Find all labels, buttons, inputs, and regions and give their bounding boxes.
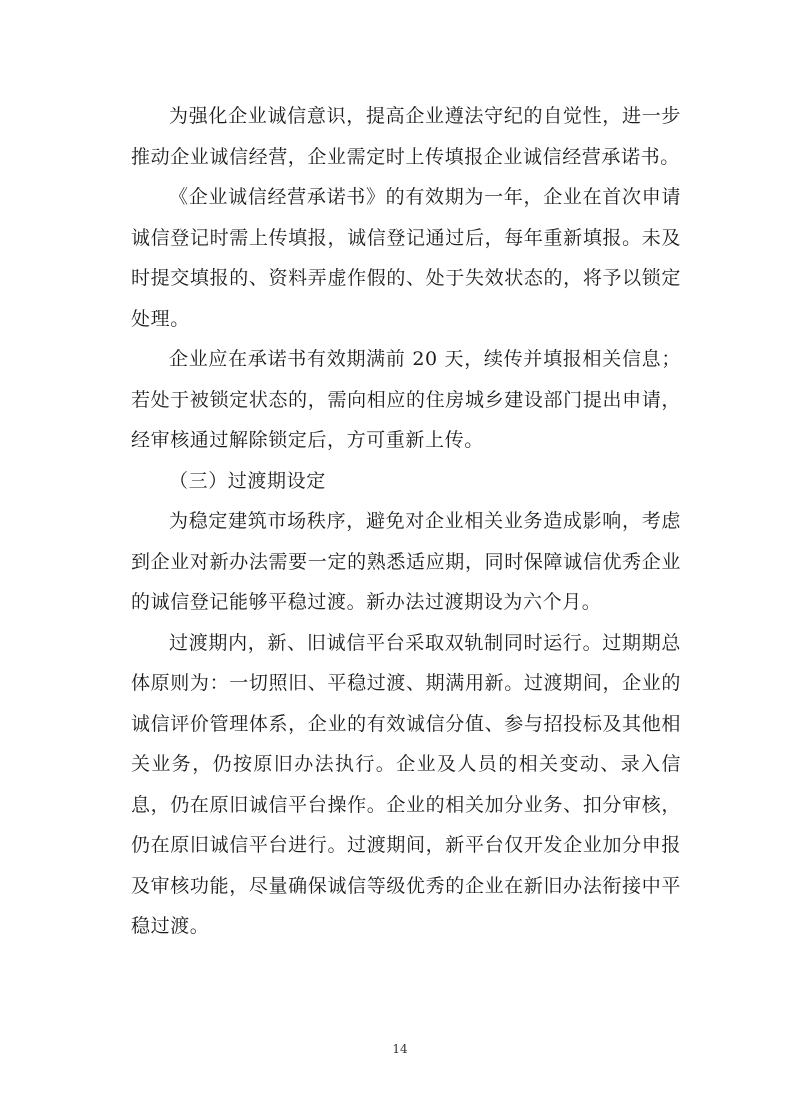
paragraph-renewal: 企业应在承诺书有效期满前 20 天，续传并填报相关信息；若处于被锁定状态的，需向相应的住房城乡建设部门提出申请，经审核通过解除锁定后，方可重新上传。: [131, 348, 681, 451]
paragraph-pledge-validity: 《企业诚信经营承诺书》的有效期为一年，企业在首次申请诚信登记时需上传填报，诚信登记通过后，每年重新填报。未及时提交填报的、资料弄虚作假的、处于失效状态的，将予以锁定处理。: [131, 186, 681, 330]
section-heading-transition: （三）过渡期设定: [169, 469, 326, 492]
paragraph-integrity-awareness: 为强化企业诚信意识，提高企业遵法守纪的自觉性，进一步推动企业诚信经营，企业需定时上传填报企业诚信经营承诺书。: [131, 105, 681, 168]
paragraph-transition-period: 为稳定建筑市场秩序，避免对企业相关业务造成影响，考虑到企业对新办法需要一定的熟悉适应期，同时保障诚信优秀企业的诚信登记能够平稳过渡。新办法过渡期设为六个月。: [131, 510, 681, 613]
body-text: [131, 96, 681, 947]
paragraph-dual-track: 过渡期内，新、旧诚信平台采取双轨制同时运行。过期期总体原则为：一切照旧、平稳过渡、期满用新。过渡期间，企业的诚信评价管理体系，企业的有效诚信分值、参与招投标及其他相关业务，仍按原旧办法执行。企业及人员的相关变动、录入信息，仍在原旧诚信平台操作。企业的相关加分业务、扣分审核，仍在原旧诚信平台进行。过渡期间，新平台仅开发企业加分申报及审核功能，尽量确保诚信等级优秀的企业在新旧办法衔接中平稳过渡。: [131, 631, 681, 937]
page-number: 14: [392, 1042, 408, 1056]
